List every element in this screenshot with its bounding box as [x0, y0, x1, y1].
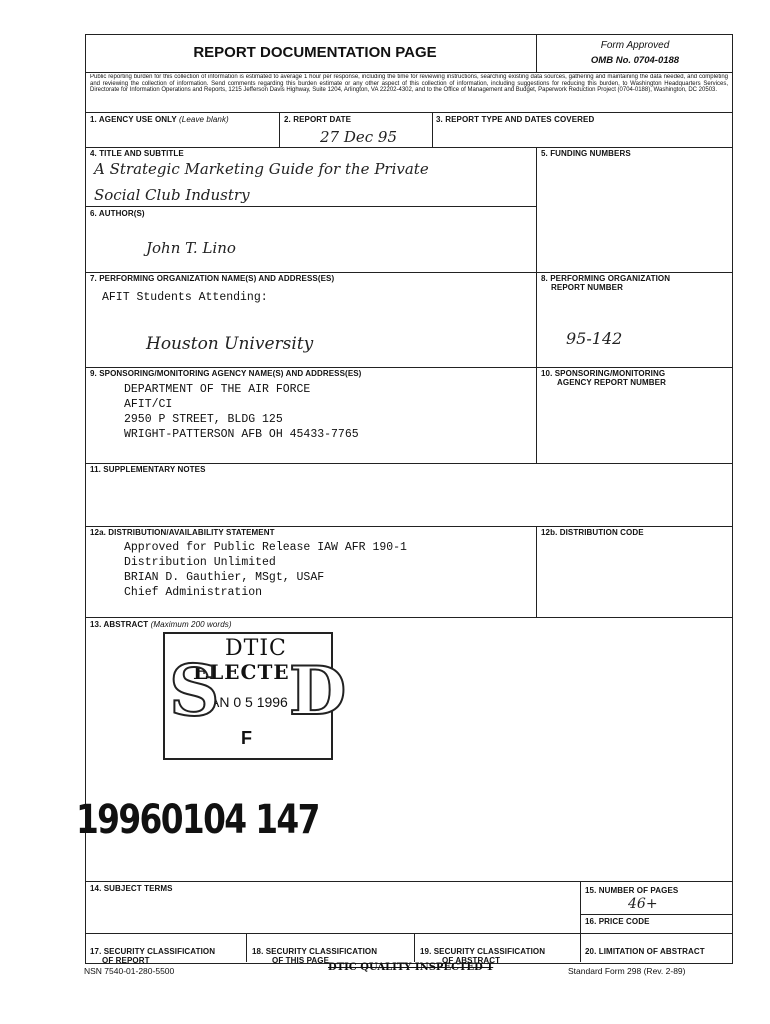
price-code-label: 16. PRICE CODE — [585, 917, 650, 926]
stamp-date: JAN 0 5 1996 — [203, 694, 288, 710]
nsn-number: NSN 7540-01-280-5500 — [84, 966, 175, 976]
header-bottom-rule — [85, 72, 732, 73]
dtic-quality: DTIC QUALITY INSPECTED 1 — [328, 962, 494, 973]
stamp-letter-s: S — [169, 649, 220, 732]
pages-divider — [580, 881, 581, 933]
distribution-label: 12a. DISTRIBUTION/AVAILABILITY STATEMENT — [90, 528, 275, 537]
row17-rule — [85, 933, 732, 934]
sponsoring-address: DEPARTMENT OF THE AIR FORCE AFIT/CI 2950 P STREET, BLDG 125 WRIGHT-PATTERSON AFB OH 45433-7765 — [124, 383, 359, 441]
sec-divider-a — [246, 933, 247, 962]
abstract-label: 13. ABSTRACT (Maximum 200 words) — [90, 620, 232, 629]
row1-bottom-rule — [85, 147, 732, 148]
report-date-label: 2. REPORT DATE — [284, 115, 352, 124]
sec-abstract-label: 19. SECURITY CLASSIFICATION OF ABSTRACT — [420, 947, 546, 965]
report-type-label: 3. REPORT TYPE AND DATES COVERED — [436, 115, 595, 124]
performing-org-label: 7. PERFORMING ORGANIZATION NAME(S) AND ADDRESS(ES) — [90, 274, 335, 283]
title-label: 4. TITLE AND SUBTITLE — [90, 149, 184, 158]
omb-number: OMB No. 0704-0188 — [590, 55, 680, 66]
dtic-stamp — [163, 632, 347, 760]
row1-divider-b — [432, 112, 433, 147]
num-pages-value: 46+ — [628, 896, 658, 912]
row14-rule — [85, 881, 732, 882]
supplementary-label: 11. SUPPLEMENTARY NOTES — [90, 465, 206, 474]
title-line2: Social Club Industry — [94, 186, 250, 204]
sec-page-label: 18. SECURITY CLASSIFICATION OF THIS PAGE — [252, 947, 378, 965]
distribution-code-label: 12b. DISTRIBUTION CODE — [541, 528, 644, 537]
notice-rule — [85, 112, 732, 113]
standard-form: Standard Form 298 (Rev. 2-89) — [568, 966, 686, 976]
burden-notice: Public reporting burden for this collection of information is estimated to average 1 hour per response, including the time for reviewing instructions, searching existing data sources, gathering and maintaining the data needed, and completing and reviewing the collection of information. Send comments regarding this burden estimate or any other aspect of this collection of information, including suggestions for reducing this burden, to Washington Headquarters Services, Directorate for Information Operations and Reports, 1215 Jefferson Davis Highway, Suite 1204, Arlington, VA 22202-4302, and to the Office of Management and Budget, Paperwork Reduction Project (0704-0188), Washington, DC 20503. — [90, 74, 728, 94]
sponsoring-report-label: 10. SPONSORING/MONITORING AGENCY REPORT NUMBER — [541, 369, 666, 387]
performing-org-typed: AFIT Students Attending: — [102, 291, 268, 304]
performing-org-handwritten: Houston University — [146, 334, 314, 354]
distribution-divider — [536, 526, 537, 618]
row12-rule — [85, 526, 732, 527]
sec-divider-b — [414, 933, 415, 962]
author-value: John T. Lino — [146, 239, 236, 257]
row9-rule — [85, 367, 732, 368]
subject-terms-label: 14. SUBJECT TERMS — [90, 884, 173, 893]
author-label: 6. AUTHOR(S) — [90, 209, 145, 218]
report-date-value: 27 Dec 95 — [320, 128, 398, 146]
header-divider — [536, 34, 537, 72]
agency-use-label: 1. AGENCY USE ONLY (Leave blank) — [90, 115, 229, 124]
stamp-dtic: DTIC — [225, 636, 287, 661]
form-approved: Form Approved — [600, 40, 670, 51]
row7-rule — [85, 272, 732, 273]
stamp-letter-f: F — [241, 728, 252, 748]
performing-report-label: 8. PERFORMING ORGANIZATION REPORT NUMBER — [541, 274, 671, 292]
stamp-letter-d: D — [289, 652, 347, 730]
distribution-statement: Approved for Public Release IAW AFR 190-1 Distribution Unlimited BRIAN D. Gauthier, MSgt, USAF Chief Administration — [124, 541, 407, 599]
stamp-electe: ELECTE — [193, 660, 290, 684]
funding-label: 5. FUNDING NUMBERS — [541, 149, 631, 158]
price-rule — [580, 914, 732, 915]
row13-rule — [85, 617, 732, 618]
right-column-divider — [536, 147, 537, 464]
performing-report-value: 95-142 — [566, 329, 623, 348]
author-rule — [85, 206, 537, 207]
row1-divider-a — [279, 112, 280, 147]
accession-number: 19960104 147 — [76, 797, 319, 843]
row11-rule — [85, 463, 732, 464]
title-line1: A Strategic Marketing Guide for the Private — [94, 160, 429, 178]
sponsoring-label: 9. SPONSORING/MONITORING AGENCY NAME(S) AND ADDRESS(ES) — [90, 369, 362, 378]
sec-report-label: 17. SECURITY CLASSIFICATION OF REPORT — [90, 947, 216, 965]
form-title: REPORT DOCUMENTATION PAGE — [193, 44, 437, 61]
sec-divider-c — [580, 933, 581, 962]
num-pages-label: 15. NUMBER OF PAGES — [585, 886, 679, 895]
limitation-label: 20. LIMITATION OF ABSTRACT — [585, 947, 705, 956]
